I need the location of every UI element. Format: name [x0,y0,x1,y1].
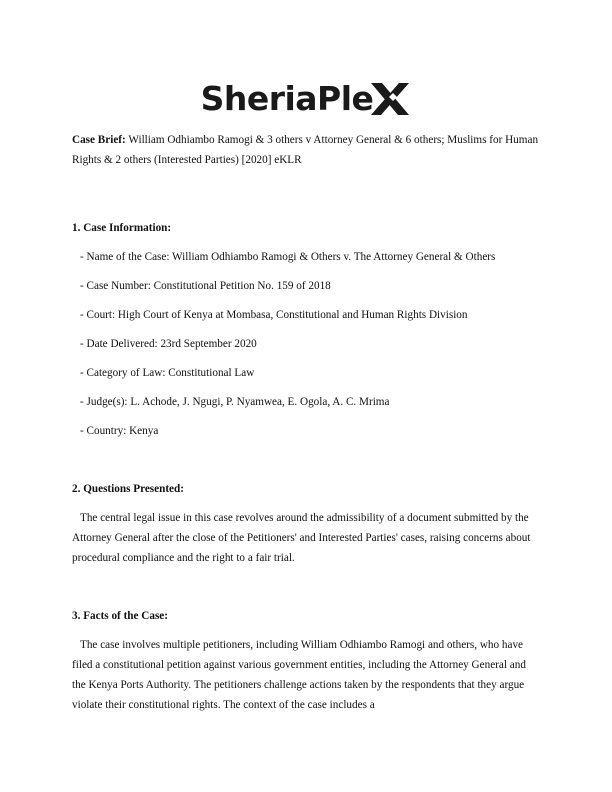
facts-paragraph: The case involves multiple petitioners, including William Odhiambo Ramogi and others, who have filed a constitutional petition against various government entities, including the Attorney General and the Kenya Ports Authority. The petitioners challenge actions taken by the respondents that they argue violate their constitutional rights. The context of the case includes a [72,639,526,711]
logo-wordmark: SheriaPle [200,78,374,118]
case-info-item: - Country: Kenya [80,425,159,437]
sheriaplex-logo [0,76,612,120]
section-heading-questions-presented: 2. Questions Presented: [72,483,184,495]
questions-presented-paragraph: The central legal issue in this case revolves around the admissibility of a document submitted by the Attorney General after the close of the Petitioners' and Interested Parties' cases, raising concerns about procedural compliance and the right to a fair trial. [72,512,531,564]
case-info-item: - Case Number: Constitutional Petition No. 159 of 2018 [80,280,331,292]
section-heading-facts-of-the-case: 3. Facts of the Case: [72,610,169,622]
case-info-item: - Category of Law: Constitutional Law [80,367,255,379]
logo-x-mark-icon [369,81,411,117]
case-brief-title [72,130,542,170]
section-heading-case-information: 1. Case Information: [72,222,172,234]
case-info-item: - Name of the Case: William Odhiambo Ramogi & Others v. The Attorney General & Others [80,251,496,263]
case-brief-label: Case Brief: [72,134,126,146]
document-body [72,130,542,715]
case-info-item: - Date Delivered: 23rd September 2020 [80,338,257,350]
case-info-item: - Court: High Court of Kenya at Mombasa, Constitutional and Human Rights Division [80,309,468,321]
case-info-item: - Judge(s): L. Achode, J. Ngugi, P. Nyamwea, E. Ogola, A. C. Mrima [80,396,390,408]
case-brief-text: William Odhiambo Ramogi & 3 others v Attorney General & 6 others; Muslims for Human Rights & 2 others (Interested Parties) [2020] eKLR [72,134,539,166]
